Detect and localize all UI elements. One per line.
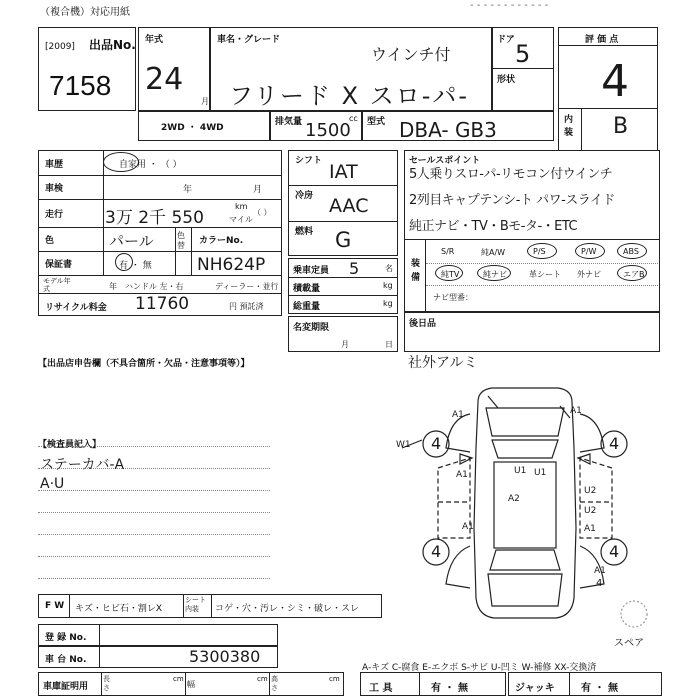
car-name-box	[210, 27, 492, 111]
model-code-box	[362, 111, 554, 141]
diagram-top-note: 社外アルミ	[408, 355, 478, 371]
damage-pointer-3	[560, 406, 570, 418]
model-row-handle: ハンドル 左・右	[125, 282, 184, 291]
ac-value: AAC	[329, 195, 369, 217]
shift-label: シフト	[295, 156, 323, 166]
equip-navi-circle	[477, 265, 511, 281]
equip-sr: S/R	[441, 247, 455, 256]
cert-height-label: 高さ	[271, 675, 278, 692]
car-grade-note: ウインチ付	[371, 45, 451, 64]
mark-3: U1	[514, 466, 527, 476]
inspector-area	[38, 446, 270, 586]
equip-pw-circle	[575, 243, 605, 259]
equip-airbag-circle	[617, 265, 647, 281]
sales-line-1: 5人乗りスロ-パ-リモコン付ウインチ	[409, 167, 613, 182]
inspection-label: 車検	[45, 184, 64, 194]
car-rear-left-fender	[446, 546, 470, 588]
seat-label: シート内装	[185, 596, 206, 613]
details-block	[38, 150, 282, 316]
tire-label-rear-left: 4	[431, 542, 442, 561]
lot-number-box	[38, 27, 136, 111]
registration-label: 登 録 No.	[45, 633, 87, 643]
equip-airbag: エアB	[623, 270, 645, 279]
interior-value: B	[613, 114, 629, 139]
lot-year-tag: [2009]	[45, 42, 75, 52]
drive-box	[138, 111, 270, 141]
color-value: パール	[109, 232, 154, 250]
mark-2: A1	[570, 406, 582, 416]
sales-line-3: 純正ナビ・TV・Bモ-タ-・ETC	[409, 219, 578, 234]
color-code-value: NH624P	[197, 255, 266, 275]
model-year-label: 年式	[145, 35, 164, 45]
color-change-label: 色替	[177, 231, 185, 250]
car-right-mirror	[578, 454, 590, 464]
car-diagram	[380, 378, 670, 632]
equip-pw: P/W	[581, 247, 597, 256]
warranty-circle	[115, 253, 133, 271]
spare-label: スペア	[614, 638, 644, 649]
sales-label: セールスポイント	[409, 156, 481, 166]
car-hood	[486, 408, 564, 436]
doors-label: ドア	[497, 35, 515, 45]
chassis-value: 5300380	[189, 647, 261, 666]
equip-leather: 革シート	[529, 270, 561, 279]
equip-tv: 純TV	[441, 270, 460, 279]
equip-ext-navi: 外ナビ	[577, 270, 601, 279]
seat-text: コゲ・穴・汚レ・シミ・破レ・スレ	[215, 604, 360, 614]
equip-navi: 純ナビ	[483, 270, 507, 279]
spare-tire	[621, 601, 647, 627]
doors-value: 5	[515, 40, 531, 68]
mileage-value: 3万 2千 550	[105, 208, 204, 228]
cert-height-unit: cm	[329, 675, 340, 683]
mark-5: A1	[456, 470, 468, 480]
mark-13: 4	[596, 578, 603, 589]
equip-aw: 純A/W	[481, 248, 506, 257]
registration-row	[38, 624, 278, 646]
tire-label-front-left: 4	[431, 434, 442, 453]
model-code-value: DBA- GB3	[399, 118, 497, 142]
cert-length-unit: cm	[173, 675, 184, 683]
fw-text: キズ・ヒビ石・割レX	[75, 604, 162, 614]
tools-row	[360, 672, 506, 696]
equip-tv-circle	[435, 265, 463, 281]
model-year-month: 月	[201, 97, 209, 106]
name-change-day: 日	[385, 340, 393, 349]
warranty-options: 有 ・ 無	[119, 261, 152, 271]
inspection-year: 年	[183, 185, 193, 195]
score-label: 評 価 点	[585, 35, 619, 45]
mark-8: U2	[584, 506, 597, 516]
capacity-unit: 名	[385, 264, 393, 273]
lot-label: 出品No.	[89, 38, 136, 52]
chassis-label: 車 台 No.	[45, 655, 87, 665]
color-label: 色	[45, 236, 55, 246]
model-year-box	[138, 27, 210, 111]
score-box	[558, 27, 658, 151]
mark-10: A1	[584, 524, 596, 534]
mark-6: U2	[584, 486, 597, 496]
equip-ps-circle	[527, 243, 557, 259]
inspector-line-1: ステーカバ-A	[40, 457, 125, 473]
shift-value: IAT	[329, 161, 358, 183]
model-year-value: 24	[145, 62, 184, 97]
model-row-year: 年	[109, 282, 117, 291]
equip-abs-circle	[617, 243, 647, 259]
inspection-month: 月	[253, 185, 263, 195]
shape-label: 形状	[497, 75, 516, 85]
tire-label-rear-right: 4	[609, 542, 620, 561]
car-windshield	[492, 440, 558, 458]
equip-ps: P/S	[533, 247, 546, 256]
mark-11: W1	[396, 440, 411, 450]
history-options: 自家用 ・ （ ）	[119, 160, 182, 170]
fuel-value: G	[335, 228, 352, 252]
rear-items-label: 後日品	[409, 319, 437, 329]
history-circle	[103, 152, 139, 172]
jack-label: ジャッキ	[515, 683, 555, 694]
mark-9: A1	[462, 522, 474, 532]
name-change-block	[288, 316, 398, 352]
ac-label: 冷房	[295, 191, 314, 201]
lot-number: 7158	[49, 70, 112, 101]
damage-pointer-2	[488, 396, 498, 408]
sales-line-2: 2列目キャプテンシ-ト パワ-スライド	[409, 193, 615, 208]
mileage-unit-mile: マイル	[229, 215, 253, 224]
displacement-box	[270, 111, 362, 141]
chassis-row	[38, 646, 278, 668]
tools-label: 工 具	[369, 683, 393, 694]
displacement-value: 1500	[305, 120, 351, 141]
color-code-label: カラーNo.	[199, 236, 244, 246]
inspector-label: 【検査員記入】	[38, 440, 102, 450]
model-code-label: 型式	[367, 117, 386, 127]
car-name-label: 車名・グレード	[217, 35, 281, 45]
score-value: 4	[601, 56, 629, 107]
mileage-unit-km: km	[235, 202, 248, 211]
fuel-label: 燃料	[295, 227, 314, 237]
seller-notes-label: 【出品店申告欄（不具合箇所・欠品・注意事項等）】	[38, 359, 250, 369]
jack-options: 有 ・ 無	[581, 683, 618, 694]
jack-row	[508, 672, 662, 696]
inspector-line-2: A·U	[40, 476, 65, 492]
mileage-label: 走行	[45, 210, 64, 220]
cert-length-label: 長さ	[103, 675, 110, 692]
fw-label: F W	[45, 601, 65, 611]
doors-box	[492, 27, 554, 111]
sales-block	[404, 150, 660, 312]
navi-model-label: ナビ型番：	[433, 293, 473, 302]
drive-label: 2WD ・ 4WD	[161, 123, 224, 133]
model-row-label: モデル年式	[43, 277, 71, 293]
gross-label: 総重量	[293, 302, 321, 312]
gross-unit: kg	[383, 299, 393, 308]
cert-width-label: 幅	[187, 680, 195, 689]
model-row-dealer: ディーラー・並行	[215, 282, 279, 291]
mark-7: A2	[508, 494, 520, 504]
car-left-mirror	[460, 454, 472, 464]
rear-items-block	[404, 312, 660, 352]
mileage-bracket: （ ）	[253, 208, 272, 217]
load-unit: kg	[383, 281, 393, 290]
capacity-label: 乗車定員	[293, 266, 330, 276]
tools-options: 有 ・ 無	[431, 683, 468, 694]
name-change-label: 名変期限	[293, 323, 330, 333]
equip-abs: ABS	[623, 247, 639, 256]
name-change-month: 月	[341, 340, 349, 349]
form-type-note: （複合機）対応用紙	[40, 7, 130, 18]
history-label: 車歴	[45, 160, 64, 170]
displacement-unit: cc	[349, 114, 358, 123]
mark-12: A1	[594, 566, 606, 576]
capacity-block	[288, 258, 398, 314]
cert-width-unit: cm	[257, 675, 268, 683]
recycle-unit: 円 預託済	[229, 302, 264, 311]
mark-1: A1	[452, 410, 464, 420]
car-front-right-fender	[580, 414, 604, 452]
displacement-label: 排気量	[275, 117, 303, 127]
header-dashes: - - - - - - - - - - - -	[470, 0, 549, 11]
recycle-label: リサイクル料金	[45, 303, 107, 313]
garage-cert-row	[38, 672, 344, 696]
damage-row	[38, 594, 382, 618]
car-trunk	[488, 574, 562, 606]
interior-label: 内装	[564, 115, 574, 138]
tire-label-front-right: 4	[609, 434, 620, 453]
capacity-value: 5	[349, 259, 360, 278]
warranty-label: 保証書	[45, 260, 73, 270]
load-label: 積載量	[293, 284, 321, 294]
mark-4: U1	[534, 468, 547, 478]
equipment-label: 装備	[411, 259, 421, 283]
car-rear-window	[490, 550, 560, 570]
spec-block	[288, 150, 398, 256]
recycle-value: 11760	[135, 294, 190, 314]
garage-cert-label: 車庫証明用	[43, 682, 89, 692]
damage-legend: A-キズ C-腐食 E-エクボ S-サビ U-凹ミ W-補修 XX-交換済	[362, 663, 597, 673]
car-name-value: フリード X スロ-パ-	[229, 82, 470, 110]
